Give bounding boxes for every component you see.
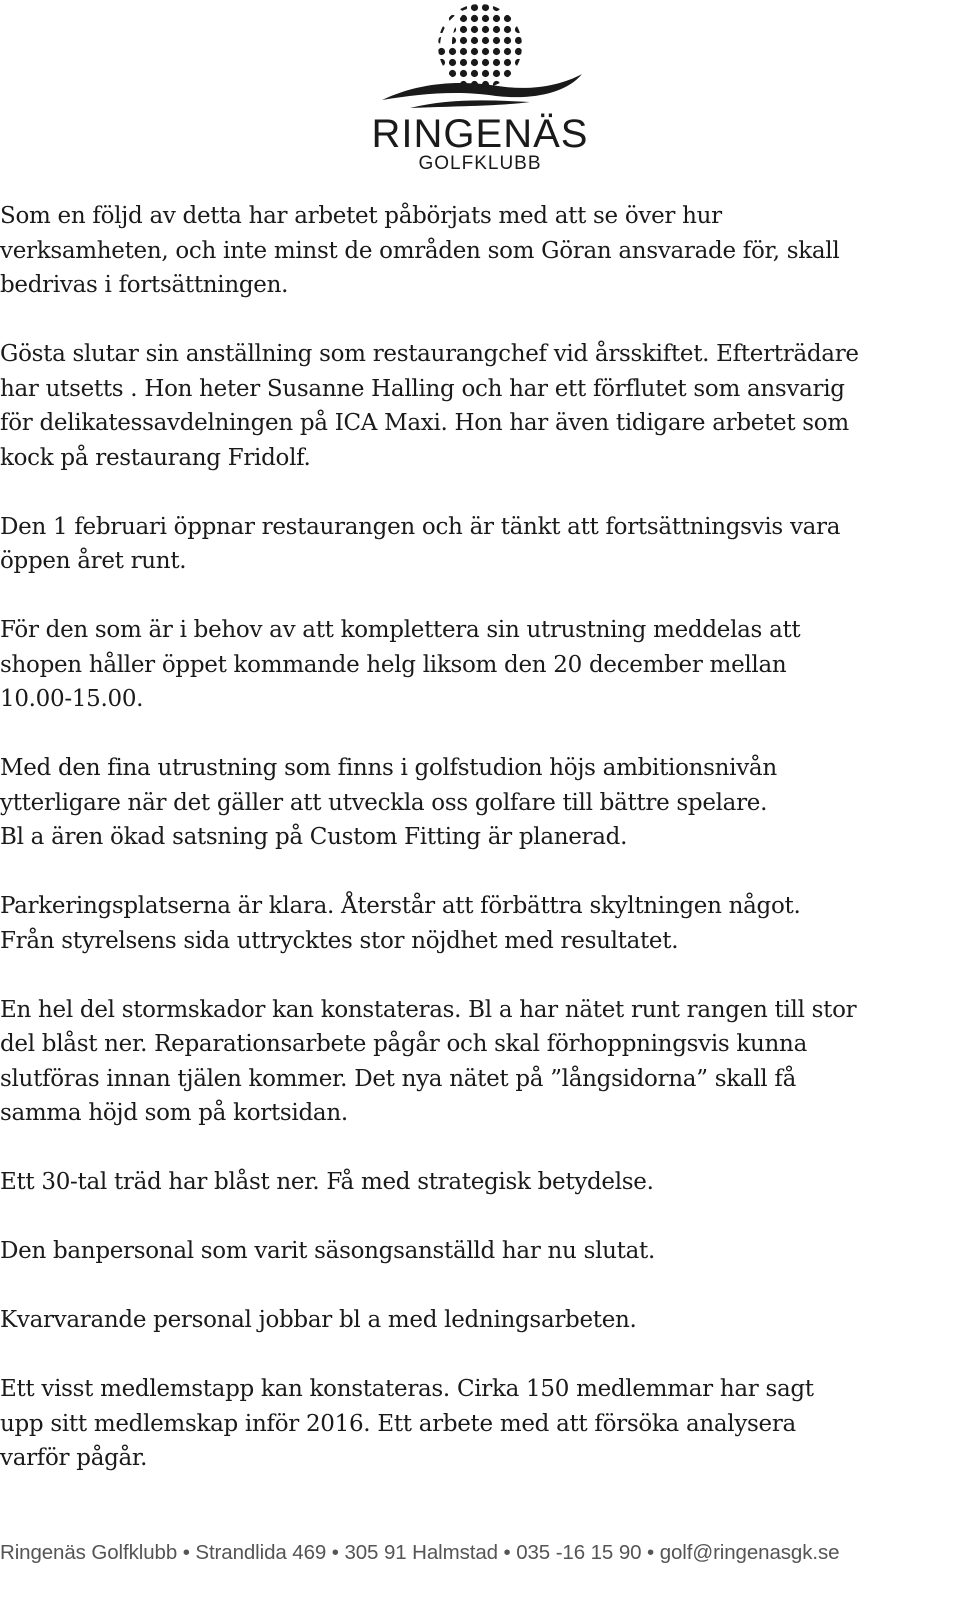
footer-contact-line: Ringenäs Golfklubb • Strandlida 469 • 305 91 Halmstad • 035 -16 15 90 • golf@ringenasgk.se [0,1541,840,1564]
paragraph: En hel del stormskador kan konstateras. Bl a har nätet runt rangen till stor del blåst ner. Reparationsarbete pågår och skal förhoppningsvis kunna slutföras innan tjälen kommer. Det nya nätet på ”långsidorna” skall få samma höjd som på kortsidan. [0,996,857,1126]
paragraph: Den 1 februari öppnar restaurangen och är tänkt att fortsättningsvis vara öppen året runt. [0,513,841,574]
paragraph: Gösta slutar sin anställning som restaurangchef vid årsskiftet. Efterträdare har utsetts . Hon heter Susanne Halling och har ett förflutet som ansvarig för delikatessavdelningen på ICA Maxi. Hon har även tidigare arbetet som kock på restaurang Fridolf. [0,341,859,471]
paragraph: Ett visst medlemstapp kan konstateras. Cirka 150 medlemmar har sagt upp sitt medlemskap inför 2016. Ett arbete med att försöka analysera varför pågår. [0,1376,814,1471]
club-logo [370,2,590,174]
paragraph: För den som är i behov av att komplettera sin utrustning meddelas att shopen håller öppet kommande helg liksom den 20 december mellan 10.00-15.00. [0,617,801,712]
logo-club-subtitle: GOLFKLUBB [418,153,542,174]
paragraph: Den banpersonal som varit säsongsanställd har nu slutat. [0,1238,655,1264]
golf-ball-logo-icon [370,2,590,114]
logo-club-name: RINGENÄS [371,112,589,156]
paragraph: Kvarvarande personal jobbar bl a med ledningsarbeten. [0,1307,637,1333]
paragraph: Som en följd av detta har arbetet påbörjats med att se över hur verksamheten, och inte minst de områden som Göran ansvarade för, skall bedrivas i fortsättningen. [0,203,840,298]
paragraph: Ett 30-tal träd har blåst ner. Få med strategisk betydelse. [0,1169,654,1195]
paragraph: Med den fina utrustning som finns i golfstudion höjs ambitionsnivån ytterligare när det gäller att utveckla oss golfare till bättre spelare. Bl a ären ökad satsning på Custom Fitting är planerad. [0,755,777,850]
paragraph: Parkeringsplatserna är klara. Återstår att förbättra skyltningen något. Från styrelsens sida uttrycktes stor nöjdhet med resultatet. [0,893,801,954]
document-body [0,199,948,1510]
